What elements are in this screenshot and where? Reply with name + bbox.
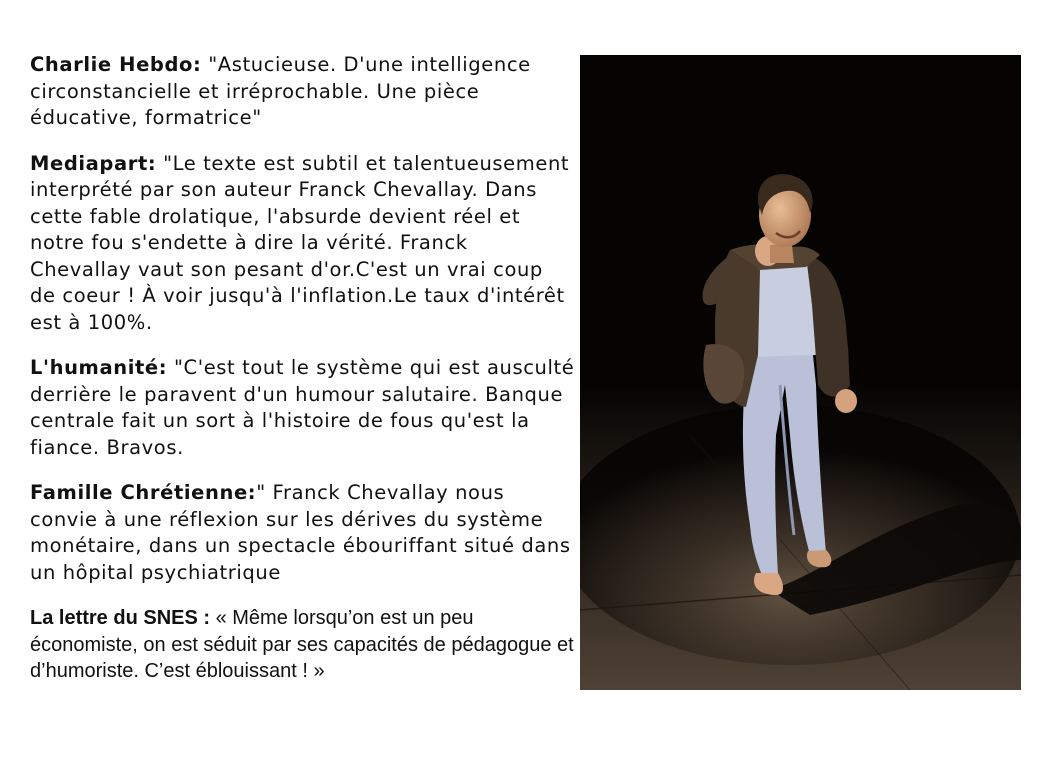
press-reviews	[30, 52, 575, 704]
performer-illustration	[580, 55, 1021, 690]
review-text: "C'est tout le système qui est ausculté derrière le paravent d'un humour salutaire. Banque centrale fait un sort à l'histoire de fous qu'est la fiance. Bravos.	[30, 356, 575, 459]
review-source: Charlie Hebdo:	[30, 53, 202, 76]
review-text: "Astucieuse. D'une intelligence circonstancielle et irréprochable. Une pièce éducative, formatrice"	[30, 53, 531, 129]
review-source: La lettre du SNES :	[30, 607, 211, 629]
lowered-hand	[835, 389, 857, 413]
review-lettre-snes	[30, 605, 575, 685]
review-source: Mediapart:	[30, 151, 157, 175]
review-text: " Franck Chevallay nous convie à une réflexion sur les dérives du système monétaire, dans un spectacle ébouriffant situé dans un hôpital psychiatrique	[30, 481, 571, 584]
neck	[770, 245, 794, 263]
review-text: "Le texte est subtil et talentueusement interprété par son auteur Franck Chevallay. Dans cette fable drolatique, l'absurde devient réel et notre fou s'endette à dire la vérité. Franck Chevallay vaut son pesant d'or.C'est un vrai coup de coeur ! À voir jusqu'à l'inflation.Le taux d'intérêt est à 100%.	[30, 151, 570, 334]
review-text: « Même lorsqu’on est un peu économiste, on est séduit par ses capacités de pédagogue et d’humoriste. C’est éblouissant ! »	[30, 607, 574, 682]
stage-photo	[580, 55, 1021, 690]
review-source: Famille Chrétienne:	[30, 481, 257, 504]
review-famille-chretienne	[30, 480, 575, 586]
review-lhumanite	[30, 355, 575, 461]
review-charlie-hebdo	[30, 52, 575, 132]
review-source: L'humanité:	[30, 356, 168, 379]
review-mediapart	[30, 151, 575, 337]
